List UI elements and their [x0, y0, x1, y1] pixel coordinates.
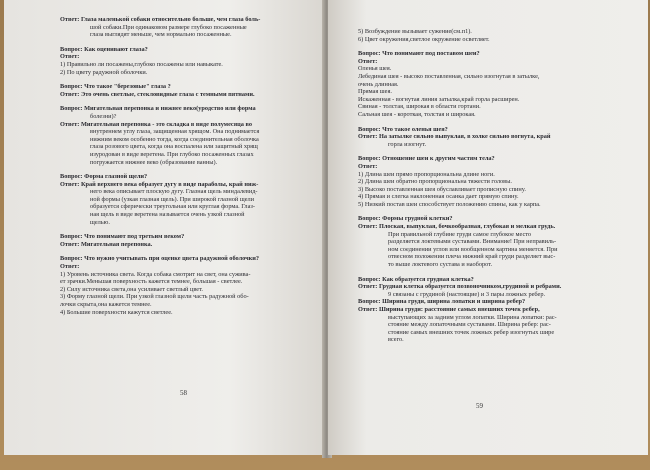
text-line: Ответ: Плоская, выпуклая, бочкообразная, глубокая и мелкая грудь. [358, 223, 556, 231]
text-line: Ответ: [358, 162, 378, 170]
text-line: Вопрос: Отношение шеи к другим частям тела? [358, 155, 495, 163]
text-block [358, 155, 622, 208]
text-line: 3) Форму глазной щели. При узкой глазной щели часть радужной обо- [60, 293, 249, 301]
text-line: Вопрос: Ширина груди, ширина лопатки и ширина ребер? [358, 298, 526, 306]
text-line: 1) Уровень источника света. Когда собака смотрит на свет, она сужива- [60, 270, 251, 278]
text-line: изуродован в виде веретена. При глубоко посаженных глазах [90, 150, 254, 158]
text-line: очень длинная. [358, 80, 399, 88]
text-block [60, 46, 312, 76]
text-line: Вопрос: Что нужно учитывать при оценке цвета радужной оболочки? [60, 255, 260, 263]
text-line: ная щель в виде веретена называется очень узкой глазной [90, 211, 245, 219]
right-page-number: 59 [476, 402, 483, 410]
text-line: Свиная - толстая, широкая в области гортани. [358, 103, 481, 111]
text-line: Ответ: Мигательная перепонка - это складка в виде полумесяца во [60, 120, 252, 128]
text-line: Ответ: Мигательная перепонка. [60, 240, 153, 248]
text-line: глаза розового цвета, когда она воспалена или защитный хрящ [90, 143, 258, 151]
text-block [358, 28, 622, 43]
text-line: то выше локтевого сустава и наоборот. [388, 261, 493, 269]
text-line: Вопрос: Мигательная перепонка и нижнее веко(уродство или форма [60, 105, 256, 113]
text-line: 1) Длина шеи прямо пропорциональна длине ноги. [358, 170, 495, 178]
text-line: Ответ: [60, 53, 80, 61]
text-line: Ответ: Грудная клетка образуется позвоночником,грудиной и ребрами. [358, 283, 562, 291]
text-block [358, 126, 622, 149]
text-line: ном соединении углов или вообщенном картина меняется. При [388, 245, 558, 253]
text-line: 6) Цвет окружения,светлое окружение осветляет. [358, 35, 490, 43]
text-line: Ответ: [358, 57, 378, 65]
text-block [60, 255, 312, 316]
text-line: Искаженная - вогнутая линия затылка,край горла расширен. [358, 95, 520, 103]
text-line: щелью. [90, 218, 110, 226]
text-line: 4) Прямая и слегка наклоненная осанка дает прямую спину. [358, 193, 519, 201]
text-line: горла изогнут. [388, 140, 427, 148]
text-block [358, 215, 622, 268]
text-line: образуется сферически треугольная или круглая форма. Глаз- [90, 203, 255, 211]
text-line: Сальная шея - короткая, толстая и широкая. [358, 110, 476, 118]
text-line: выступающих за задним углом лопатки. Ширина лопатки: рас- [388, 313, 557, 321]
text-line: погружается нижнее веко (образование ванны). [90, 158, 218, 166]
text-line: Оленья шея. [358, 65, 392, 73]
text-line: 3) Высоко поставленная шея обуславливает прописную спину. [358, 185, 526, 193]
right-page [328, 0, 648, 455]
text-block [60, 173, 312, 226]
text-line: шой собаки.При одинаковом размере глубоко посаженные [90, 23, 247, 31]
text-line: отвесном положении плеча нижний край груди разделяет выс- [388, 253, 556, 261]
text-line: 2) По цвету радужной оболочки. [60, 68, 148, 76]
text-line: 5) Низкий постав шеи способствует положению спины, как у карпа. [358, 200, 541, 208]
text-line: Ответ: На затылке сильно выпуклая, в холке сильно вогнута, край [358, 133, 551, 141]
text-block [358, 276, 622, 344]
text-block [60, 233, 312, 248]
text-block [60, 16, 312, 39]
text-line: болезни)? [90, 112, 117, 120]
text-line: 4) Большие поверхности кажутся светлее. [60, 308, 173, 316]
text-line: Ответ: Глаза маленькой собаки относительно больше, чем глаза боль- [60, 16, 261, 23]
text-line: Вопрос: Что понимают под третьим веком? [60, 233, 185, 241]
text-line: Вопрос: Что такое "березовые" глаза ? [60, 83, 171, 91]
text-line: стояние самых внешних точек ложных ребер изогнутых шире [388, 328, 555, 336]
text-line: Ответ: Это очень светлые, стекловидные глаза с темными пятнами. [60, 90, 255, 98]
text-line: Прямая шея. [358, 88, 392, 96]
text-block [60, 105, 312, 166]
text-block [358, 50, 622, 118]
text-line: Ответ: Край верхнего века образует дугу в виде параболы, край ниж- [60, 180, 259, 188]
text-line: разделяется локтевыми суставами. Внимание! При неправиль- [388, 238, 557, 246]
text-line: Ответ: Ширина груди: расстояние самых внешних точек ребер, [358, 306, 540, 313]
left-page-number: 58 [180, 389, 187, 397]
left-page-text [4, 0, 326, 323]
text-line: Ответ: [60, 263, 80, 271]
text-line: Лебединая шея - высоко поставленная, сильно изогнутая в затылке, [358, 72, 540, 80]
text-line: ной формы (узкая глазная щель). При широкой глазной щели [90, 195, 255, 203]
text-line: стояние между лопаточными суставами. Ширина ребер: рас- [388, 321, 551, 329]
text-line: 2) Длина шеи обратно пропорциональна тяжести головы. [358, 178, 512, 186]
text-line: Вопрос: Как образуется грудная клетка? [358, 275, 474, 283]
right-page-text [328, 0, 648, 351]
text-line: внутреннем углу глаза, защищенная хрящом. Она поднимается [90, 128, 260, 136]
text-line: глаза выглядят меньше, чем нормально посаженные. [90, 31, 232, 39]
text-block [60, 83, 312, 98]
text-line: 1) Правильно ли посажены,глубоко посажены или навыкате. [60, 60, 223, 68]
text-line: Вопрос: Формы грудной клетки? [358, 215, 453, 223]
text-line: Вопрос: Что такое оленья шея? [358, 125, 448, 133]
text-line: Вопрос: Форма глазной щели? [60, 173, 148, 181]
text-line: лочки скрыта,она кажется темнее. [60, 301, 152, 308]
left-page [4, 0, 326, 455]
text-line: него века описывает плоскую дугу. Глазная щель миндалевид- [90, 188, 258, 196]
text-line: 9 связаны с грудиной (настоящие) и 3 пары ложных ребер. [388, 290, 546, 298]
text-line: всего. [388, 336, 404, 344]
text-line: 2) Силу источника света,она усиливает светлый цвет. [60, 285, 203, 293]
text-line: Вопрос: Что понимают под поставом шеи? [358, 50, 480, 58]
text-line: нижним веком особенно тогда, когда соединительная оболочка [90, 135, 259, 143]
text-line: ет зрачки.Меньшая поверхность кажется темнее, большая - светлее. [60, 278, 243, 286]
text-line: Вопрос: Как оценивают глаза? [60, 45, 148, 53]
text-line: При правильной глубине груди самое глубокое место [388, 230, 532, 238]
text-line: 5) Возбуждение вызывает сужение(см.п1). [358, 28, 472, 35]
